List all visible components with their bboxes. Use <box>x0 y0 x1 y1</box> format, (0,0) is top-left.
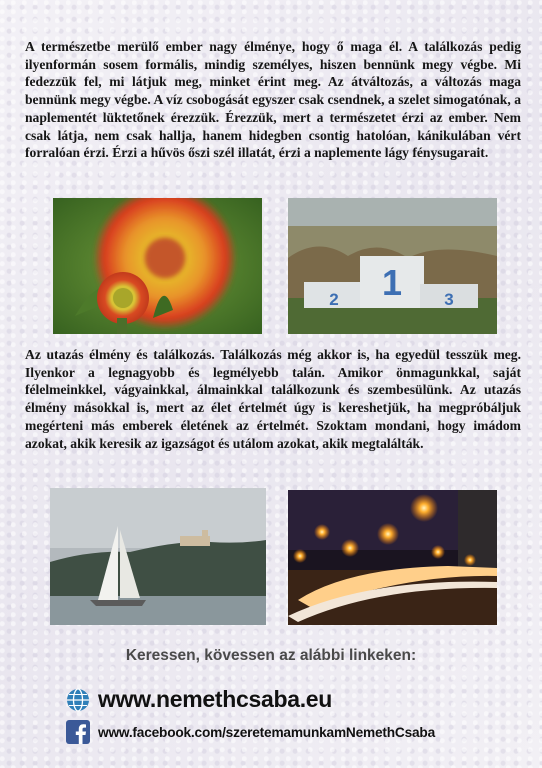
podium-photo <box>288 198 497 334</box>
travel-paragraph: Az utazás élmény és találkozás. Találkozás még akkor is, ha egyedül tesszük meg. Ilyenkor a legnagyobb és legmélyebb talán. Amikor önmagunkkal, saját félelmeinkkel, vágyainkkal, álmainkkal találkozunk és szembesülünk. Az utazás élmény másokkal is, mert az élet értelmét úgy is kereshetjük, ha megpróbáljuk megérteni más emberek életének az értelmét. Szoktam mondani, hogy imádom azokat, akik keresik az igazságot és utálom azokat, akik megtalálták. <box>25 347 521 451</box>
follow-links-heading: Keressen, kövessen az alábbi linkeken: <box>125 647 417 664</box>
podium-first: 1 <box>381 262 403 303</box>
website-link-row[interactable] <box>66 686 332 713</box>
sailboat-photo <box>50 488 266 625</box>
podium-third: 3 <box>444 290 454 309</box>
facebook-link-row[interactable] <box>66 720 435 744</box>
facebook-link[interactable]: www.facebook.com/szeretemamunkamNemethCsaba <box>98 724 436 740</box>
intro-paragraph: A természetbe merülő ember nagy élménye, hogy ő maga él. A találkozás pedig ilyenformán sosem formális, mindig személyes, hiszen bennünk megy végbe. Mi fedezzük fel, mi látjuk meg, minket érint meg. Az átváltozás, a változás maga bennünk megy végbe. A víz csobogását egyszer csak csendnek, a szelet simogatónak, a naplementét lüktetőnek érezzük. Érezzük, mert a természetet érzi az ember. Nem csak látja, nem csak hallja, hanem hidegben csontig hatolóan, kánikulában vért forralóan érzi. Érzi a hűvös őszi szél illatát, érzi a naplemente lágy fénysugarait. <box>25 39 521 161</box>
website-link[interactable]: www.nemethcsaba.eu <box>98 686 333 712</box>
globe-icon <box>66 688 90 712</box>
night-street-photo <box>288 490 497 625</box>
podium-second: 2 <box>329 290 339 309</box>
flower-photo <box>53 198 262 334</box>
facebook-icon <box>66 720 90 744</box>
